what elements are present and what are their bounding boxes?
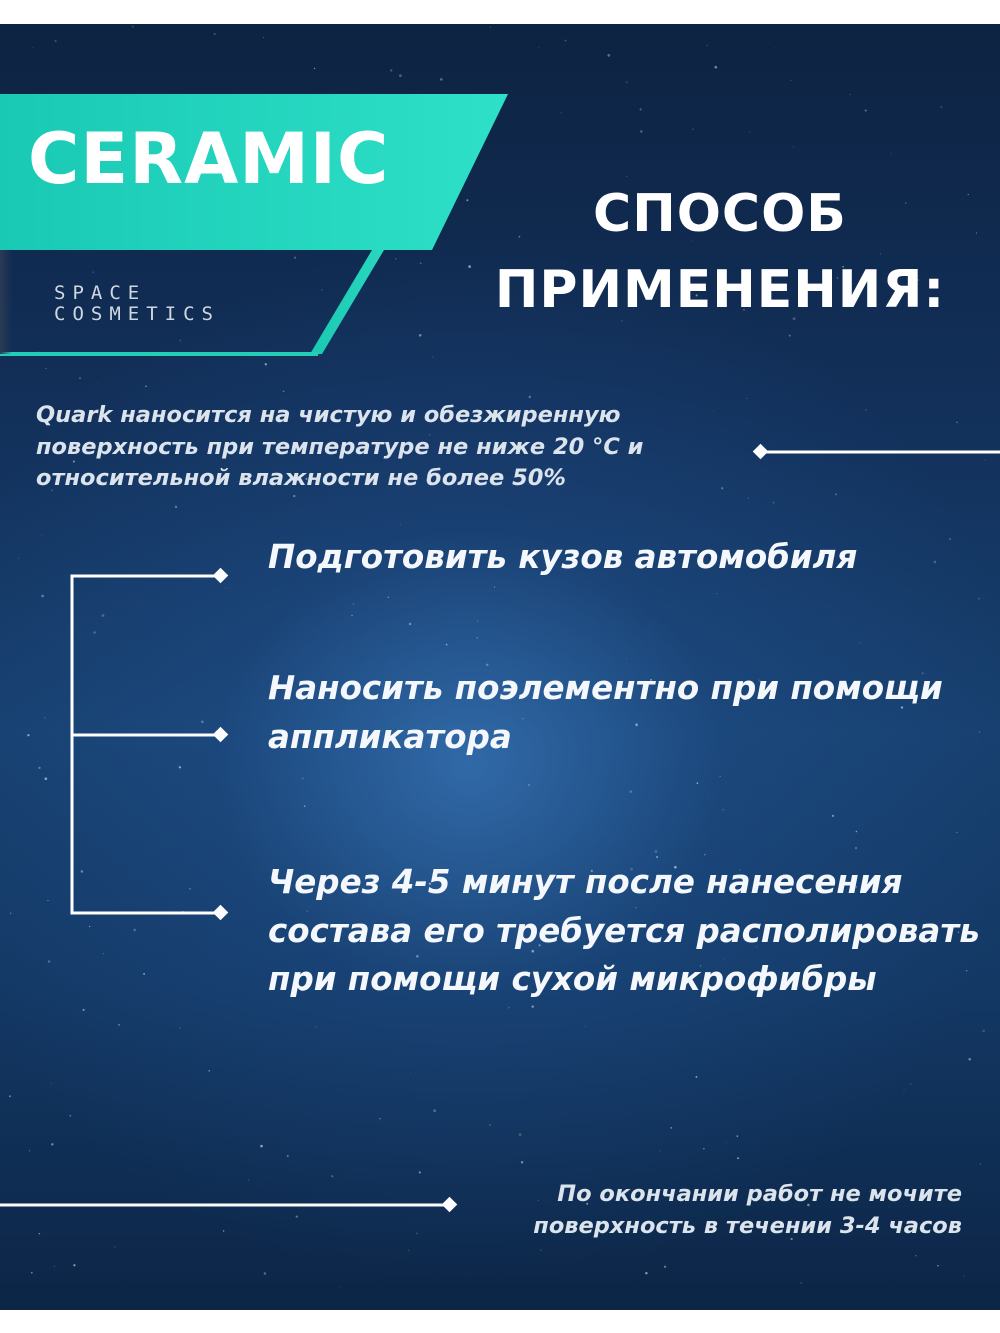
diamond-connector-icon [213, 568, 229, 584]
intro-text: Quark наносится на чистую и обезжиренную поверхность при температуре не ниже 20 °C и относительной влажности не более 50% [36, 402, 644, 491]
diamond-connector-icon [213, 905, 229, 921]
page-heading: СПОСОБ ПРИМЕНЕНИЯ: [494, 184, 946, 320]
step-prepare: Подготовить кузов автомобиля [268, 538, 858, 576]
brand-subtitle: SPACE COSMETICS [54, 282, 220, 325]
step-apply: Наносить поэлементно при помощи аппликатора [268, 669, 943, 756]
closing-note: По окончании работ не мочите поверхность в течении 3-4 часов [533, 1181, 962, 1239]
poster [0, 24, 1000, 1310]
diamond-connector-icon [753, 444, 769, 460]
diamond-connector-icon [213, 727, 229, 743]
step-polish: Через 4-5 минут после нанесения состава его требуется располировать при помощи сухой микрофибры [268, 863, 980, 998]
brand-title: CERAMIC [28, 118, 390, 200]
